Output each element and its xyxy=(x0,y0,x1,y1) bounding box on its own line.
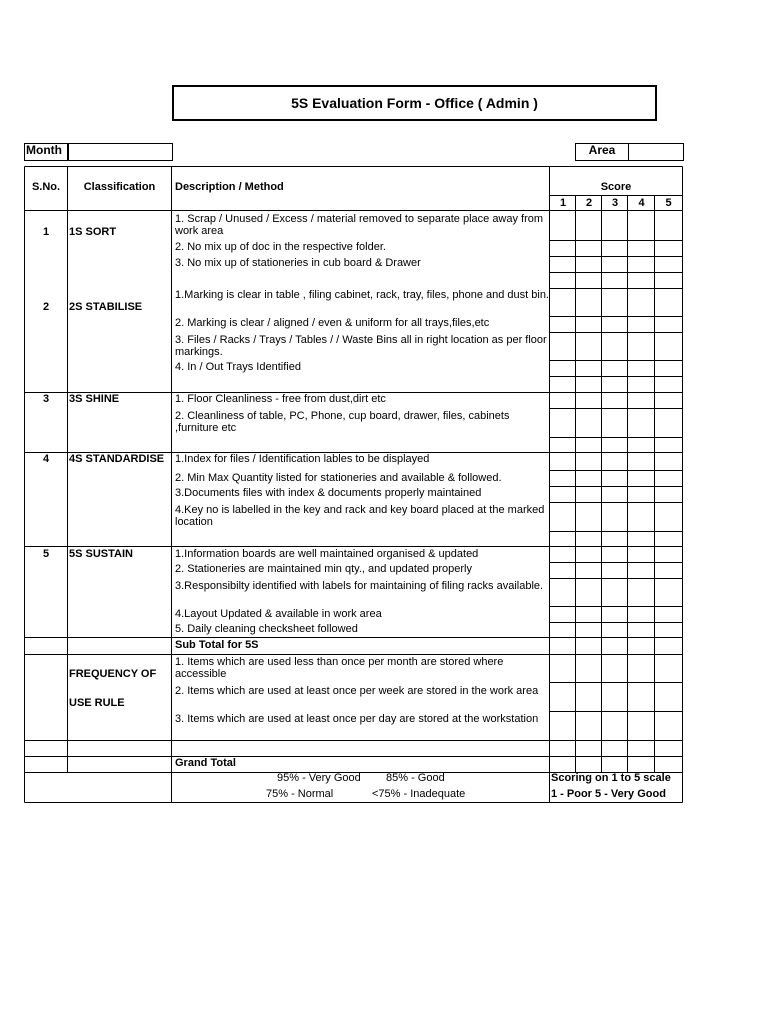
header-score: Score xyxy=(600,181,632,193)
score-col-1: 1 xyxy=(559,197,567,209)
criterion-text: 5. Daily cleaning checksheet followed xyxy=(175,623,358,635)
legend-normal: 75% - Normal xyxy=(266,788,334,800)
criterion-text: 1.Index for files / Identification lables to be displayed xyxy=(175,453,430,465)
section-sno: 3 xyxy=(42,393,50,405)
criterion-text: 4.Key no is labelled in the key and rack and key board placed at the marked location xyxy=(175,504,545,528)
criterion-text: 1.Marking is clear in table , filing cabinet, rack, tray, files, phone and dust bin. xyxy=(175,289,549,301)
criterion-text: 2. Cleanliness of table, PC, Phone, cup board, drawer, files, cabinets ,furniture etc xyxy=(175,410,510,434)
section-name: 3S SHINE xyxy=(69,393,120,405)
criterion-text: 2. No mix up of doc in the respective folder. xyxy=(175,241,386,253)
score-col-5: 5 xyxy=(665,197,672,209)
criterion-text: 3. Files / Racks / Trays / Tables / / Waste Bins all in right location as per floor markings. xyxy=(175,334,547,358)
header-description: Description / Method xyxy=(175,181,284,193)
score-col-2: 2 xyxy=(585,197,593,209)
criterion-text: 4. In / Out Trays Identified xyxy=(175,361,301,373)
criterion-text: 3.Documents files with index & documents properly maintained xyxy=(175,487,482,499)
grand-total-label: Grand Total xyxy=(175,757,236,769)
criterion-text: 2. Min Max Quantity listed for stationeries and available & followed. xyxy=(175,472,502,484)
section-sno: 5 xyxy=(42,548,50,560)
frequency-label: USE RULE xyxy=(69,697,125,709)
section-sno: 2 xyxy=(42,301,50,313)
criterion-text: 3.Responsibilty identified with labels for maintaining of filing racks available. xyxy=(175,580,544,592)
subtotal-label: Sub Total for 5S xyxy=(175,639,259,651)
criterion-text: 2. Stationeries are maintained min qty., and updated properly xyxy=(175,563,472,575)
criterion-text: 3. Items which are used at least once per day are stored at the workstation xyxy=(175,713,539,725)
criterion-text: 1. Items which are used less than once per month are stored where accessible xyxy=(175,656,504,680)
criterion-text: 1. Scrap / Unused / Excess / material removed to separate place away from work area xyxy=(175,213,544,237)
section-name: 2S STABILISE xyxy=(69,301,143,313)
criterion-text: 1. Floor Cleanliness - free from dust,dirt etc xyxy=(175,393,386,405)
criterion-text: 2. Marking is clear / aligned / even & uniform for all trays,files,etc xyxy=(175,317,490,329)
month-label: Month xyxy=(24,143,69,161)
criterion-text: 4.Layout Updated & available in work area xyxy=(175,608,382,620)
criterion-text: 3. No mix up of stationeries in cub board & Drawer xyxy=(175,257,421,269)
form-title: 5S Evaluation Form - Office ( Admin ) xyxy=(172,85,657,121)
section-name: 1S SORT xyxy=(69,226,117,238)
header-sno: S.No. xyxy=(31,181,61,193)
score-col-4: 4 xyxy=(638,197,645,209)
scale-range: 1 - Poor 5 - Very Good xyxy=(551,788,666,800)
scale-title: Scoring on 1 to 5 scale xyxy=(551,772,671,784)
area-label: Area xyxy=(575,143,629,161)
section-sno: 4 xyxy=(42,453,50,465)
legend-good: 85% - Good xyxy=(386,772,445,784)
section-sno: 1 xyxy=(42,226,50,238)
legend-very-good: 95% - Very Good xyxy=(277,772,361,784)
section-name: 4S STANDARDISE xyxy=(69,453,165,465)
frequency-label: FREQUENCY OF xyxy=(69,668,157,680)
header-classification: Classification xyxy=(83,181,156,193)
legend-inadequate: <75% - Inadequate xyxy=(372,788,466,800)
criterion-text: 1.Information boards are well maintained organised & updated xyxy=(175,548,479,560)
criterion-text: 2. Items which are used at least once per week are stored in the work area xyxy=(175,685,539,697)
section-name: 5S SUSTAIN xyxy=(69,548,133,560)
score-col-3: 3 xyxy=(611,197,619,209)
